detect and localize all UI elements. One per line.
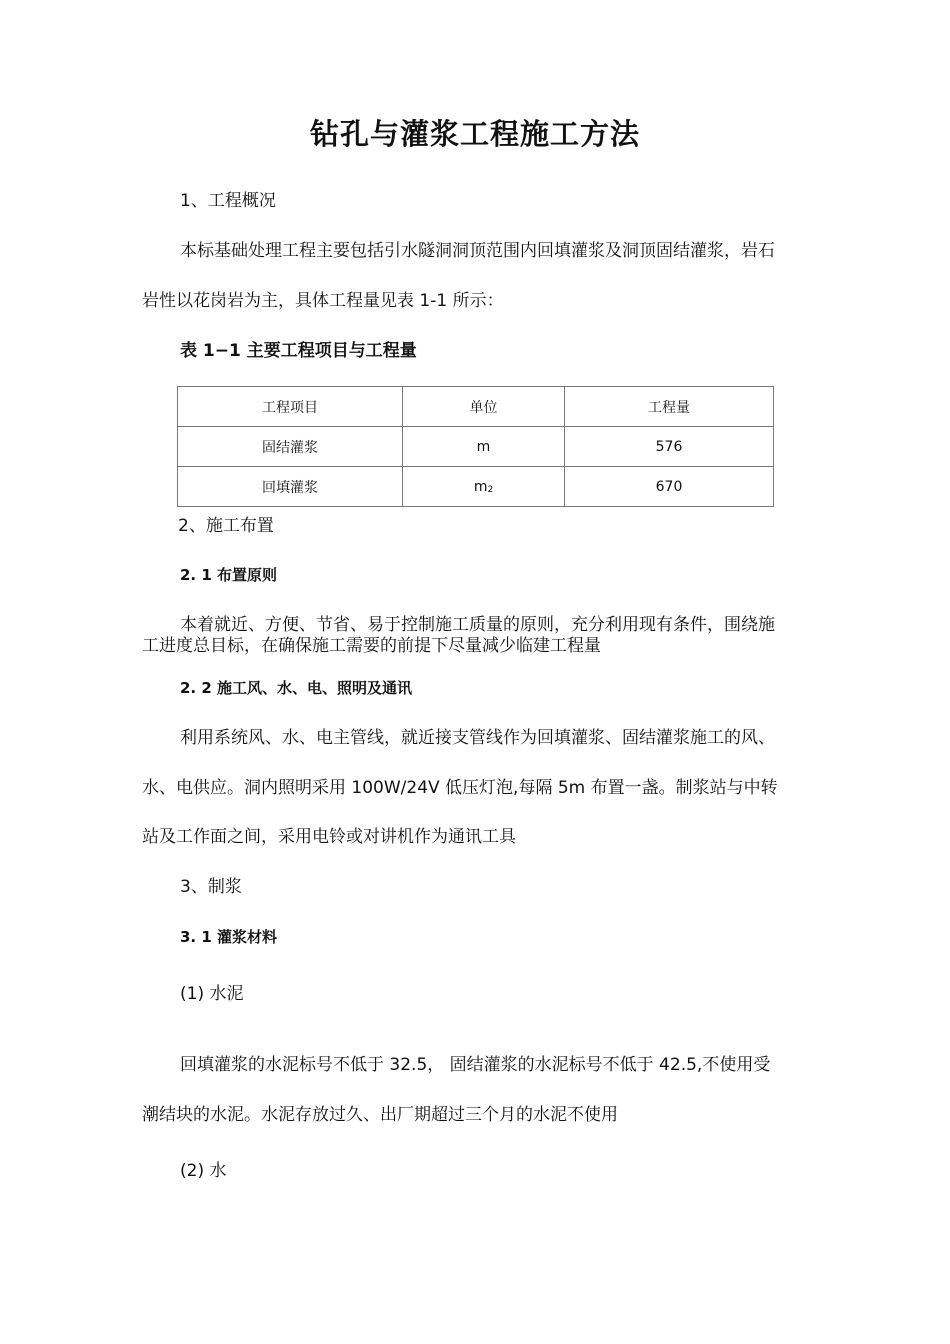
document-title: 钻孔与灌浆工程施工方法 <box>309 117 640 151</box>
unit-text: m <box>476 438 491 455</box>
cement-paragraph-line-2: 潮结块的水泥。水泥存放过久、出厂期超过三个月的水泥不使用 <box>142 1105 618 1125</box>
subsection-2-2-paragraph-line-3: 站及工作面之间，采用电铃或对讲机作为通讯工具 <box>142 827 516 847</box>
unit-superscript: 2 <box>487 484 494 495</box>
section-3-heading: 3、制浆 <box>180 877 242 897</box>
subsection-2-1-paragraph-line-2: 工进度总目标，在确保施工需要的前提下尽量减少临建工程量 <box>142 636 601 656</box>
table-cell-quantity: 576 <box>565 427 774 467</box>
section-1-paragraph-line-1: 本标基础处理工程主要包括引水隧洞洞顶范围内回填灌浆及洞顶固结灌浆，岩石 <box>180 241 775 261</box>
cement-paragraph-line-1: 回填灌浆的水泥标号不低于 32.5， 固结灌浆的水泥标号不低于 42.5,不使用受 <box>180 1055 771 1075</box>
unit-text: m <box>473 478 488 495</box>
subsection-2-2-paragraph-line-2: 水、电供应。洞内照明采用 100W/24V 低压灯泡,每隔 5m 布置一盏。制浆站与中转 <box>142 778 778 798</box>
subsection-3-1-heading: 3. 1 灌浆材料 <box>180 928 278 946</box>
section-1-paragraph-line-2: 岩性以花岗岩为主，具体工程量见表 1-1 所示： <box>142 291 504 311</box>
table-caption: 表 1−1 主要工程项目与工程量 <box>180 341 417 361</box>
table-header-cell: 工程量 <box>565 387 774 427</box>
table-header-row <box>178 387 774 427</box>
table-cell-unit <box>403 467 565 507</box>
subsection-2-2-heading: 2. 2 施工风、水、电、照明及通讯 <box>180 679 413 697</box>
table-cell-quantity: 670 <box>565 467 774 507</box>
section-1-heading: 1、工程概况 <box>180 191 276 211</box>
subsection-2-1-paragraph-line-1: 本着就近、方便、节省、易于控制施工质量的原则，充分利用现有条件，围绕施 <box>180 615 775 635</box>
table-row <box>178 427 774 467</box>
quantities-table <box>177 386 774 507</box>
table-row <box>178 467 774 507</box>
list-item-water: (2) 水 <box>180 1161 227 1181</box>
table-header-cell: 单位 <box>403 387 565 427</box>
subsection-2-1-heading: 2. 1 布置原则 <box>180 566 278 584</box>
list-item-cement: (1) 水泥 <box>180 984 244 1004</box>
table-cell-item: 固结灌浆 <box>178 427 403 467</box>
section-2-heading: 2、施工布置 <box>178 516 274 536</box>
table-header-cell: 工程项目 <box>178 387 403 427</box>
subsection-2-2-paragraph-line-1: 利用系统风、水、电主管线，就近接支管线作为回填灌浆、固结灌浆施工的风、 <box>180 728 775 748</box>
table-cell-item: 回填灌浆 <box>178 467 403 507</box>
table-cell-unit <box>403 427 565 467</box>
